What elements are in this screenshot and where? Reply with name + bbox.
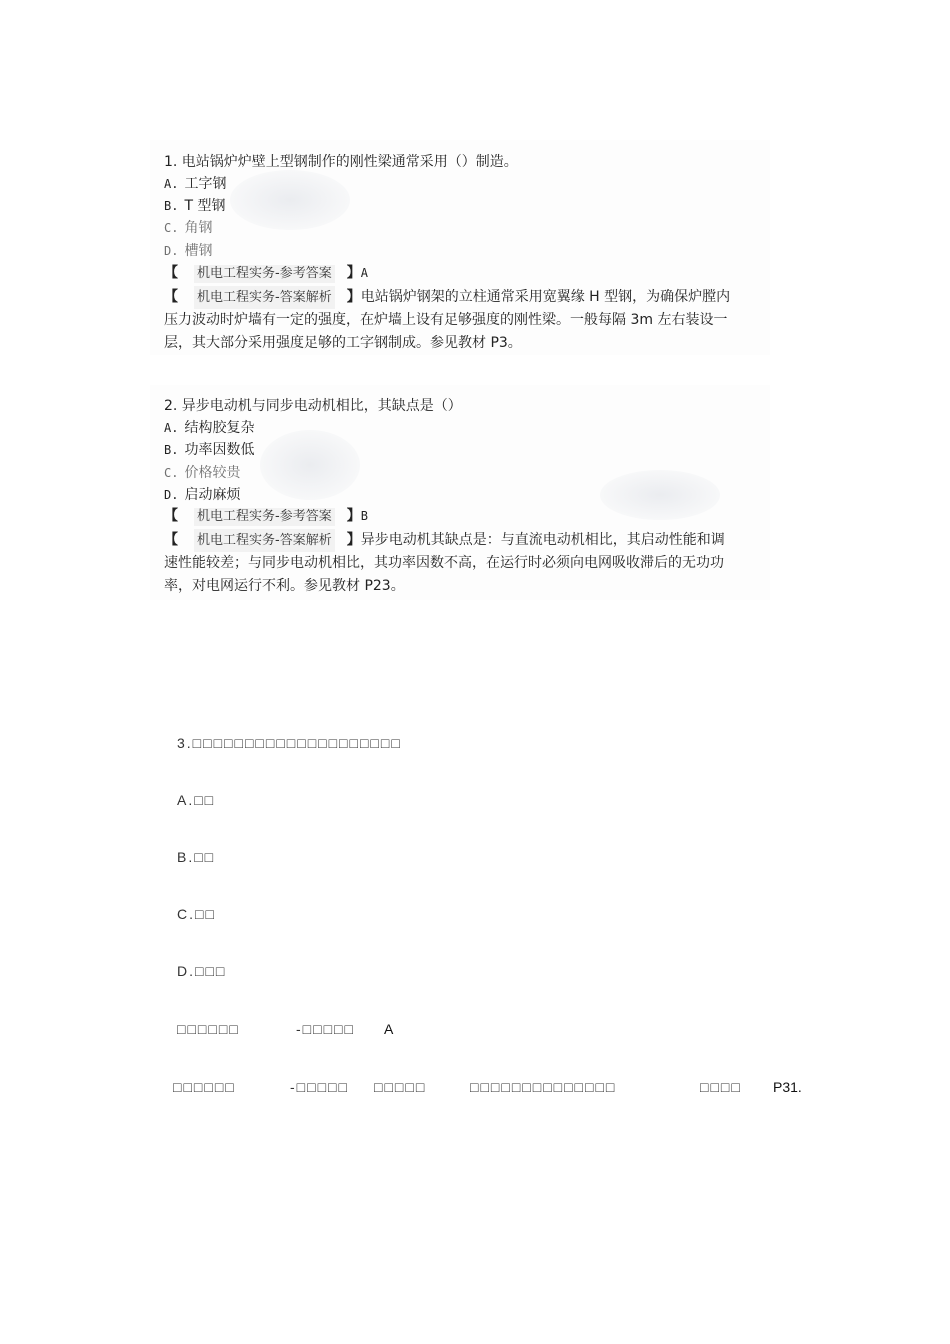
analysis-text-3: 层，其大部分采用强度足够的工字钢制成。参见教材 P3。	[164, 335, 522, 351]
option-text: B.□□	[177, 849, 216, 865]
q3-answer-row	[177, 1021, 240, 1037]
q2-answer-row	[164, 507, 374, 526]
analysis-text-1: 电站锅炉钢架的立柱通常采用宽翼缘 H 型钢，为确保炉膛内	[360, 289, 731, 305]
answer-value: B	[360, 509, 368, 523]
analysis-tag-text: 机电工程实务-答案解析	[194, 286, 335, 309]
q1-option-a	[164, 175, 226, 193]
q2-option-d	[164, 486, 240, 504]
q3-question-text: 3.□□□□□□□□□□□□□□□□□□□□	[177, 735, 402, 751]
q1-question: 1. 电站锅炉炉壁上型钢制作的刚性梁通常采用（）制造。	[164, 154, 518, 170]
analysis-text-2: 压力波动时炉墙有一定的强度，在炉墙上设有足够强度的刚性梁。一般每隔 3m 左右装设一	[164, 312, 728, 328]
option-text: T 型钢	[184, 198, 226, 214]
option-text: 功率因数低	[184, 442, 255, 458]
answer-tag-text: 机电工程实务-参考答案	[194, 265, 335, 283]
analysis-ref: P31.	[773, 1079, 802, 1095]
analysis-tag-text: 机电工程实务-答案解析	[194, 529, 335, 552]
scan-smudge	[600, 470, 720, 520]
analysis-seg1: □□□□□	[374, 1079, 427, 1095]
q3-analysis-ref	[773, 1079, 802, 1095]
q1-analysis	[164, 286, 760, 355]
q3-option-c	[177, 906, 216, 922]
option-letter: C.	[164, 221, 179, 235]
q1-option-d	[164, 242, 212, 260]
q3-analysis-seg1	[374, 1079, 426, 1095]
q2-option-a	[164, 419, 254, 437]
option-text: D.□□□	[177, 963, 227, 979]
option-text: 工字钢	[184, 176, 227, 192]
q1-option-c	[164, 219, 212, 237]
scan-smudge	[260, 430, 360, 500]
option-text: 槽钢	[184, 243, 213, 259]
analysis-line	[164, 286, 760, 309]
q3-analysis-seg2	[470, 1079, 616, 1095]
analysis-prefix: □□□□□□	[173, 1079, 236, 1095]
option-text: C.□□	[177, 906, 216, 922]
q2-question: 2. 异步电动机与同步电动机相比，其缺点是（）	[164, 398, 462, 414]
analysis-mid: -□□□□□	[290, 1079, 349, 1095]
q3-question	[177, 735, 402, 751]
q3-option-d	[177, 963, 226, 979]
analysis-text-1: 异步电动机其缺点是：与直流电动机相比，其启动性能和调	[360, 532, 725, 548]
option-text: A.□□	[177, 792, 216, 808]
analysis-tag: 【 机电工程实务-答案解析 】	[164, 286, 361, 309]
q2-option-b	[164, 441, 254, 459]
q3-analysis-prefix	[173, 1079, 236, 1095]
q3-option-b	[177, 849, 215, 865]
scan-smudge	[230, 170, 350, 230]
option-text: 价格较贵	[184, 465, 241, 481]
option-letter: A.	[164, 177, 179, 191]
q1-answer-row	[164, 264, 374, 283]
analysis-line	[164, 529, 760, 552]
q3-answer-value	[384, 1021, 393, 1037]
option-text: 启动麻烦	[184, 487, 241, 503]
option-text: 结构胶复杂	[184, 420, 255, 436]
analysis-text-2: 速性能较差；与同步电动机相比，其功率因数不高，在运行时必须向电网吸收滞后的无功功	[164, 555, 724, 571]
q3-analysis-seg3	[700, 1079, 742, 1095]
option-letter: B.	[164, 199, 179, 213]
analysis-text-3: 率，对电网运行不利。参见教材 P23。	[164, 578, 405, 594]
option-letter: B.	[164, 443, 179, 457]
answer-value: A	[360, 266, 368, 280]
option-letter: C.	[164, 466, 179, 480]
option-letter: A.	[164, 421, 179, 435]
answer-mid-text: -□□□□□	[296, 1021, 355, 1037]
q2-option-c	[164, 464, 240, 482]
answer-tag: 【 机电工程实务-参考答案 】	[164, 265, 361, 281]
answer-value: A	[384, 1021, 394, 1037]
q3-analysis-mid	[290, 1079, 349, 1095]
analysis-seg3: □□□□	[700, 1079, 742, 1095]
answer-tag: 【 机电工程实务-参考答案 】	[164, 508, 361, 524]
q1-option-b	[164, 197, 225, 215]
q2-analysis	[164, 529, 760, 598]
q3-answer-mid	[296, 1021, 355, 1037]
answer-prefix: □□□□□□	[177, 1021, 240, 1037]
option-letter: D.	[164, 488, 179, 502]
analysis-seg2: □□□□□□□□□□□□□□	[470, 1079, 617, 1095]
q3-option-a	[177, 792, 215, 808]
option-text: 角钢	[184, 220, 213, 236]
analysis-tag: 【 机电工程实务-答案解析 】	[164, 529, 361, 552]
answer-tag-text: 机电工程实务-参考答案	[194, 508, 335, 526]
option-letter: D.	[164, 244, 179, 258]
